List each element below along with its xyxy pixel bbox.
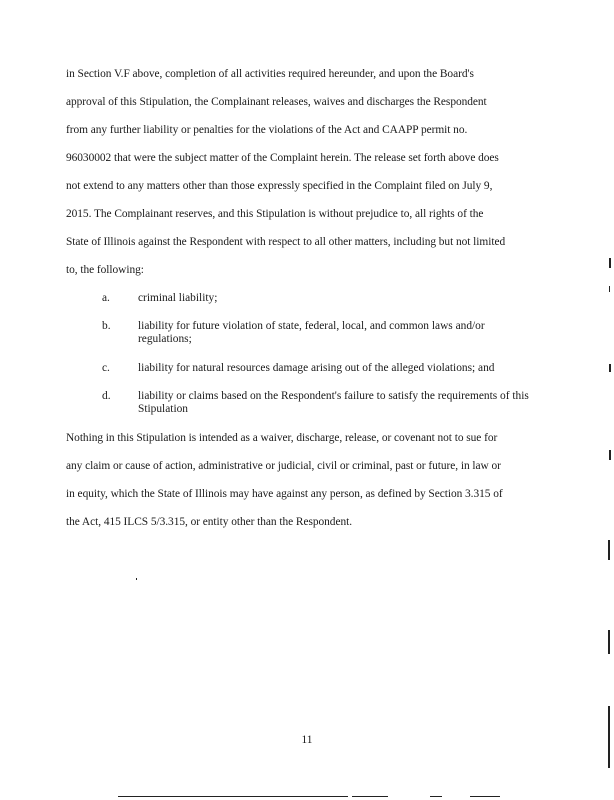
list-item-text: liability or claims based on the Respondent's failure to satisfy the requirements of this Stipulation: [138, 390, 529, 415]
scan-bottom-line: [430, 796, 442, 797]
scan-speck: [136, 578, 137, 580]
paragraph-line: any claim or cause of action, administrative or judicial, civil or criminal, past or future, in law or: [66, 460, 501, 472]
paragraph-line: in Section V.F above, completion of all activities required hereunder, and upon the Board's: [66, 68, 474, 80]
page-number: 11: [301, 734, 313, 746]
list-item-text: liability for future violation of state, federal, local, and common laws and/or regulations;: [138, 320, 485, 345]
list-item-letter: b.: [102, 320, 111, 332]
paragraph-line: State of Illinois against the Respondent with respect to all other matters, including but not limited: [66, 236, 506, 248]
paragraph-line: Nothing in this Stipulation is intended as a waiver, discharge, release, or covenant not to sue for: [66, 432, 498, 444]
paragraph-line: in equity, which the State of Illinois may have against any person, as defined by Section 3.315 of: [66, 488, 503, 500]
scan-edge-mark: [609, 450, 611, 460]
list-item-text: liability for natural resources damage arising out of the alleged violations; and: [138, 362, 495, 374]
paragraph-line: approval of this Stipulation, the Complainant releases, waives and discharges the Respondent: [66, 96, 487, 108]
scan-bottom-line: [470, 796, 500, 797]
paragraph-line: to, the following:: [66, 264, 144, 276]
scan-edge-mark: [609, 258, 611, 268]
list-item-text: criminal liability;: [138, 292, 218, 304]
list-item-letter: a.: [102, 292, 110, 304]
scan-bottom-line: [118, 796, 348, 797]
paragraph-line: from any further liability or penalties for the violations of the Act and CAAPP permit no.: [66, 124, 468, 136]
scan-edge-mark: [608, 540, 610, 560]
scan-edge-mark: [608, 706, 610, 768]
list-item-letter: d.: [102, 390, 111, 402]
paragraph-line: not extend to any matters other than those expressly specified in the Complaint filed on July 9,: [66, 180, 493, 192]
list-item-letter: c.: [102, 362, 110, 374]
paragraph-line: the Act, 415 ILCS 5/3.315, or entity other than the Respondent.: [66, 516, 353, 528]
paragraph-line: 2015. The Complainant reserves, and this Stipulation is without prejudice to, all rights of the: [66, 208, 484, 220]
scan-edge-mark: [609, 364, 611, 372]
scan-edge-mark: [609, 286, 610, 292]
paragraph-line: 96030002 that were the subject matter of the Complaint herein. The release set forth above does: [66, 152, 499, 164]
scan-edge-mark: [608, 630, 610, 654]
scan-bottom-line: [352, 796, 388, 797]
